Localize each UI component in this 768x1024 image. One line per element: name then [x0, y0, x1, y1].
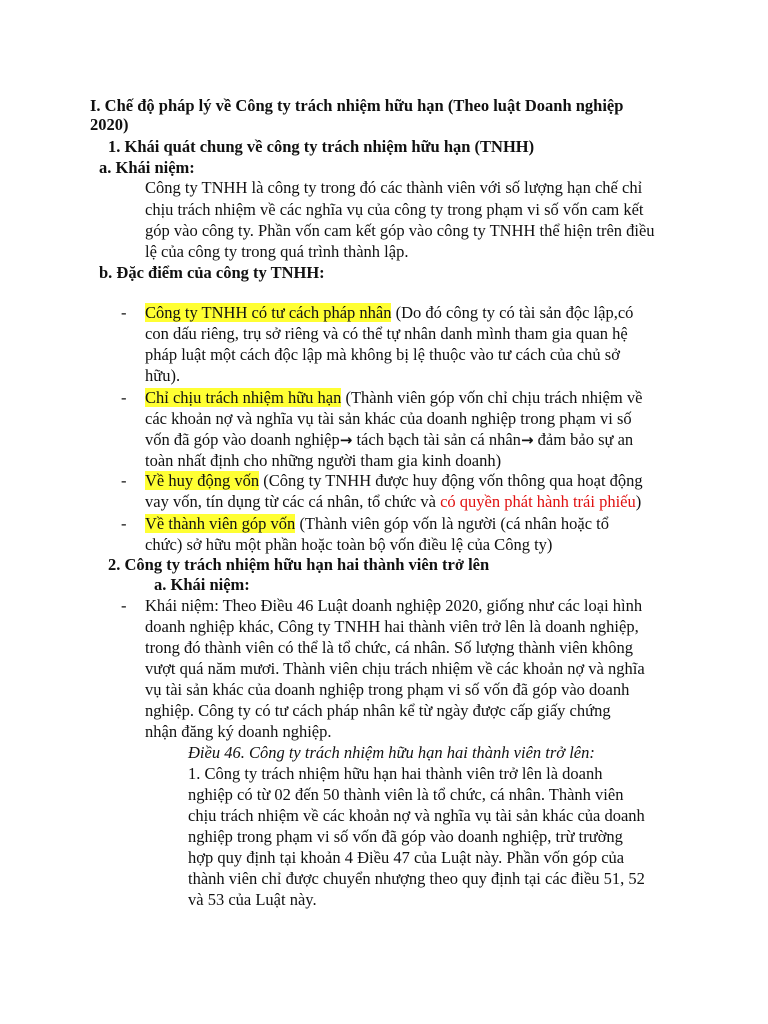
bullet-1-line: con dấu riêng, trụ sở riêng và có thể tự nhân danh mình tham gia quan hệ	[145, 324, 628, 343]
definition-2-line: nhận đăng ký doanh nghiệp.	[145, 722, 332, 741]
highlight-text: Chỉ chịu trách nhiệm hữu hạn	[145, 388, 342, 407]
bullet-dash: -	[121, 471, 127, 490]
article-line: chịu trách nhiệm về các khoản nợ và nghĩa vụ tài sản khác của doanh	[188, 806, 645, 825]
bullet-3-line-2: vay vốn, tín dụng từ các cá nhân, tổ chức và có quyền phát hành trái phiếu)	[145, 492, 642, 511]
bullet-1-line: hữu).	[145, 366, 181, 385]
highlight-text: Về thành viên góp vốn	[145, 514, 296, 533]
bullet-1-line-1: Công ty TNHH có tư cách pháp nhân (Do đó công ty có tài sản độc lập,có	[145, 303, 634, 322]
definition-2-line: trong đó thành viên có thể là tổ chức, cá nhân. Số lượng thành viên không	[145, 638, 634, 657]
definition-line: lệ của công ty trong quá trình thành lập.	[145, 242, 409, 261]
right-arrow-icon: →	[339, 431, 353, 449]
article-line: hợp quy định tại khoản 4 Điều 47 của Luật này. Phần vốn góp của	[188, 848, 625, 867]
section-a-title: a. Khái niệm:	[99, 158, 195, 177]
bullet-dash: -	[121, 303, 127, 322]
right-arrow-icon: →	[520, 431, 534, 449]
bullet-2-line: các khoản nợ và nghĩa vụ tài sản khác của doanh nghiệp trong phạm vi số	[145, 409, 632, 428]
definition-line: góp vào công ty. Phần vốn cam kết góp vào công ty TNHH thể hiện trên điều	[145, 221, 655, 240]
bullet-2-line-1: Chỉ chịu trách nhiệm hữu hạn (Thành viên góp vốn chỉ chịu trách nhiệm về	[145, 388, 643, 407]
bullet-4-line: chức) sở hữu một phần hoặc toàn bộ vốn điều lệ của Công ty)	[145, 535, 553, 554]
article-line: nghiệp có từ 02 đến 50 thành viên là tổ chức, cá nhân. Thành viên	[188, 785, 624, 804]
heading-1-line-2: 2020)	[90, 115, 129, 134]
definition-2-line: doanh nghiệp khác, Công ty TNHH hai thành viên trở lên là doanh nghiệp,	[145, 617, 639, 636]
red-emphasis-text: có quyền phát hành trái phiếu	[440, 492, 636, 511]
bullet-4-line-1: Về thành viên góp vốn (Thành viên góp vốn là người (cá nhân hoặc tổ	[145, 514, 609, 533]
article-line: 1. Công ty trách nhiệm hữu hạn hai thành viên trở lên là doanh	[188, 764, 603, 783]
heading-1-1: 1. Khái quát chung về công ty trách nhiệm hữu hạn (TNHH)	[108, 137, 535, 156]
bullet-2-line-3: vốn đã góp vào doanh nghiệp→ tách bạch tài sản cá nhân→ đảm bảo sự an	[145, 430, 634, 449]
definition-2-line: vượt quá năm mươi. Thành viên chịu trách nhiệm về các khoản nợ và nghĩa	[145, 659, 645, 678]
bullet-1-line: pháp luật một cách độc lập mà không bị lệ thuộc vào tư cách của chủ sở	[145, 345, 620, 364]
heading-2: 2. Công ty trách nhiệm hữu hạn hai thành viên trở lên	[108, 555, 490, 574]
highlight-text: Về huy động vốn	[145, 471, 260, 490]
bullet-dash: -	[121, 388, 127, 407]
article-line: nghiệp trong phạm vi số vốn đã góp vào doanh nghiệp, trừ trường	[188, 827, 623, 846]
heading-1-line-1: I. Chế độ pháp lý về Công ty trách nhiệm hữu hạn (Theo luật Doanh nghiệp	[90, 96, 624, 115]
bullet-3-line-1: Về huy động vốn (Công ty TNHH được huy động vốn thông qua hoạt động	[145, 471, 643, 490]
article-line: và 53 của Luật này.	[188, 890, 317, 909]
section-2-a-title: a. Khái niệm:	[154, 575, 250, 594]
definition-line: Công ty TNHH là công ty trong đó các thành viên với số lượng hạn chế chỉ	[145, 178, 643, 197]
definition-2-line: vụ tài sản khác của doanh nghiệp trong phạm vi số vốn đã góp vào doanh	[145, 680, 630, 699]
bullet-dash: -	[121, 596, 127, 615]
article-line: thành viên chỉ được chuyển nhượng theo quy định tại các điều 51, 52	[188, 869, 645, 888]
article-title: Điều 46. Công ty trách nhiệm hữu hạn hai thành viên trở lên:	[188, 743, 595, 762]
definition-line: chịu trách nhiệm về các nghĩa vụ của công ty trong phạm vi số vốn cam kết	[145, 200, 644, 219]
bullet-dash: -	[121, 514, 127, 533]
definition-2-line: Khái niệm: Theo Điều 46 Luật doanh nghiệp 2020, giống như các loại hình	[145, 596, 643, 615]
bullet-2-line: toàn nhất định cho những người tham gia kinh doanh)	[145, 451, 502, 470]
section-b-title: b. Đặc điểm của công ty TNHH:	[99, 263, 325, 282]
highlight-text: Công ty TNHH có tư cách pháp nhân	[145, 303, 392, 322]
definition-2-line: nghiệp. Công ty có tư cách pháp nhân kể từ ngày được cấp giấy chứng	[145, 701, 611, 720]
